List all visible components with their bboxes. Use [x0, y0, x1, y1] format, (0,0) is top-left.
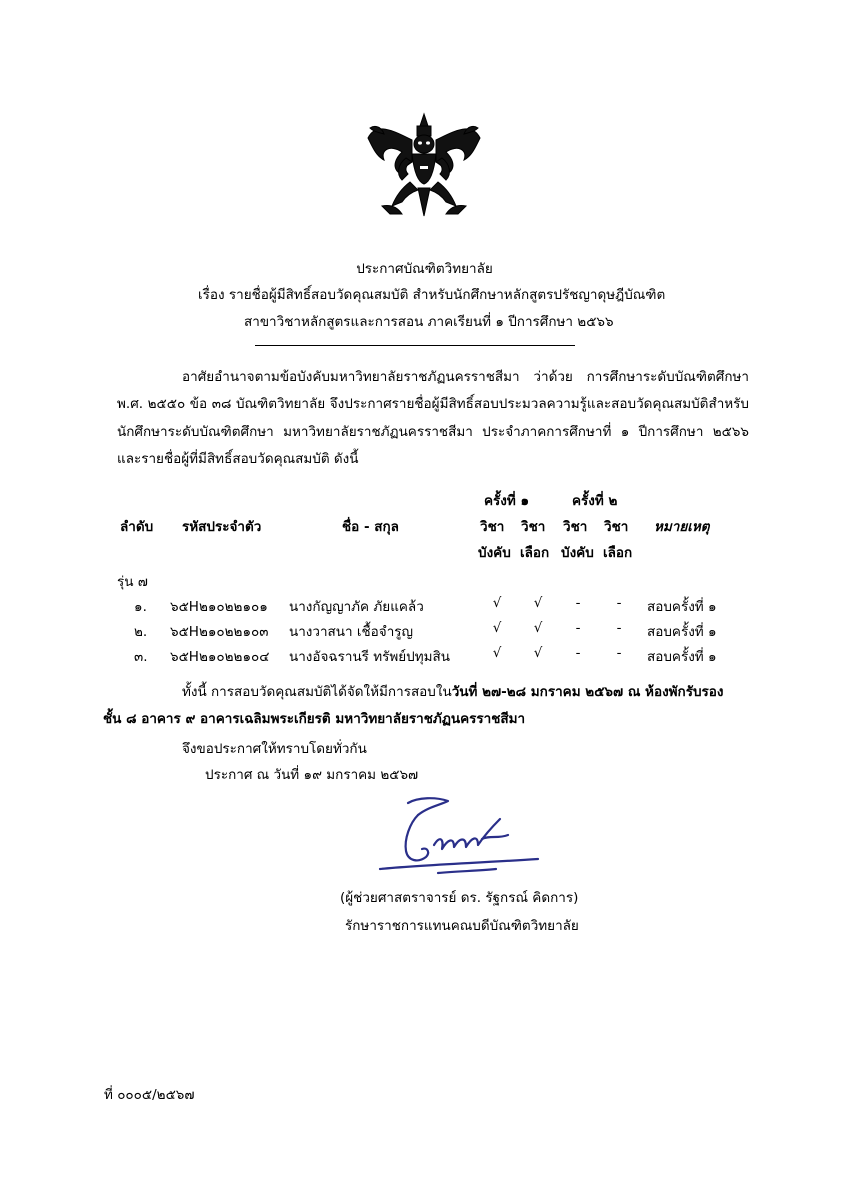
row-no: ๒. [134, 624, 148, 640]
subject-line-2: สาขาวิชาหลักสูตรและการสอน ภาคเรียนที่ ๑ ปีการศึกษา ๒๕๖๖ [244, 314, 614, 330]
col-name-header: ชื่อ - สกุล [342, 519, 399, 535]
schedule-line-1 [182, 680, 724, 702]
col-r2-required-subject: วิชา [563, 519, 588, 535]
row-no: ๓. [134, 649, 148, 665]
col-remark-header: หมายเหตุ [654, 519, 710, 535]
schedule-date-venue: วันที่ ๒๗-๒๘ มกราคม ๒๕๖๗ ณ ห้องพักรับรอง [451, 684, 724, 700]
row-r1-required-mark: √ [492, 620, 502, 636]
schedule-lead: ทั้งนี้ การสอบวัดคุณสมบัติได้จัดให้มีการสอบใน [182, 684, 452, 700]
col-id-header: รหัสประจำตัว [182, 519, 262, 535]
row-r2-elective-mark: - [616, 620, 622, 636]
row-student-name: นางอัจฉรานรี ทรัพย์ปทุมสิน [289, 649, 451, 665]
row-r1-required-mark: √ [492, 645, 502, 661]
cohort-label: รุ่น ๗ [117, 574, 148, 590]
round-1-heading: ครั้งที่ ๑ [484, 493, 530, 509]
reference-number: ที่ ๐๐๐๕/๒๕๖๗ [104, 1087, 195, 1103]
row-r1-elective-mark: √ [533, 620, 543, 636]
row-remark: สอบครั้งที่ ๑ [647, 624, 717, 640]
col-r2-elective-subject: วิชา [604, 519, 629, 535]
row-r2-required-mark: - [575, 645, 581, 661]
row-r1-elective-mark: √ [533, 595, 543, 611]
col-r1-elective-label: เลือก [520, 545, 550, 561]
row-student-id: ๖๕H๒๑๐๒๒๑๐๑ [170, 599, 268, 615]
col-r2-elective-label: เลือก [603, 545, 633, 561]
row-remark: สอบครั้งที่ ๑ [647, 649, 717, 665]
row-student-id: ๖๕H๒๑๐๒๒๑๐๓ [170, 624, 269, 640]
issuer-title: ประกาศบัณฑิตวิทยาลัย [356, 261, 493, 277]
body-line-2: พ.ศ. ๒๕๕๐ ข้อ ๓๘ บัณฑิตวิทยาลัย จึงประกาศรายชื่อผู้มีสิทธิ์สอบประมวลความรู้และสอบวัดคุณสมบัติสำหรับ [117, 396, 749, 412]
col-r1-required-label: บังคับ [478, 545, 511, 561]
row-no: ๑. [134, 599, 147, 615]
row-r2-required-mark: - [575, 595, 581, 611]
row-student-name: นางกัญญาภัค ภัยแคล้ว [289, 599, 424, 615]
body-line-3: นักศึกษาระดับบัณฑิตศึกษา มหาวิทยาลัยราชภัฏนครราชสีมา ประจำภาคการศึกษาที่ ๑ ปีการศึกษา ๒๕๖๖ [117, 424, 749, 440]
col-no-header: ลำดับ [120, 519, 154, 535]
row-student-id: ๖๕H๒๑๐๒๒๑๐๔ [170, 649, 270, 665]
row-remark: สอบครั้งที่ ๑ [647, 599, 717, 615]
garuda-emblem-icon [362, 110, 486, 220]
announce-text: จึงขอประกาศให้ทราบโดยทั่วกัน [182, 741, 367, 757]
signatory-position: รักษาราชการแทนคณบดีบัณฑิตวิทยาลัย [345, 918, 579, 934]
row-r1-required-mark: √ [492, 595, 502, 611]
row-r2-required-mark: - [575, 620, 581, 636]
announcement-date: ประกาศ ณ วันที่ ๑๙ มกราคม ๒๕๖๗ [205, 767, 419, 783]
subject-line-1: เรื่อง รายชื่อผู้มีสิทธิ์สอบวัดคุณสมบัติ สำหรับนักศึกษาหลักสูตรปรัชญาดุษฎีบัณฑิต [198, 287, 666, 303]
row-r2-elective-mark: - [616, 595, 622, 611]
round-2-heading: ครั้งที่ ๒ [572, 493, 618, 509]
header-divider [255, 345, 575, 346]
handwritten-signature-icon [378, 795, 548, 880]
schedule-line-2: ชั้น ๘ อาคาร ๙ อาคารเฉลิมพระเกียรติ มหาวิทยาลัยราชภัฏนครราชสีมา [103, 711, 526, 727]
body-line-1: อาศัยอำนาจตามข้อบังคับมหาวิทยาลัยราชภัฏนครราชสีมา ว่าด้วย การศึกษาระดับบัณฑิตศึกษา [182, 369, 749, 385]
body-line-4: และรายชื่อผู้ที่มีสิทธิ์สอบวัดคุณสมบัติ ดังนี้ [117, 451, 359, 467]
signatory-name: (ผู้ช่วยศาสตราจารย์ ดร. รัฐกรณ์ คิดการ) [340, 890, 579, 906]
row-r1-elective-mark: √ [533, 645, 543, 661]
col-r2-required-label: บังคับ [561, 545, 594, 561]
col-r1-elective-subject: วิชา [521, 519, 546, 535]
col-r1-required-subject: วิชา [480, 519, 505, 535]
row-r2-elective-mark: - [616, 645, 622, 661]
row-student-name: นางวาสนา เชื้อจำรูญ [289, 624, 414, 640]
